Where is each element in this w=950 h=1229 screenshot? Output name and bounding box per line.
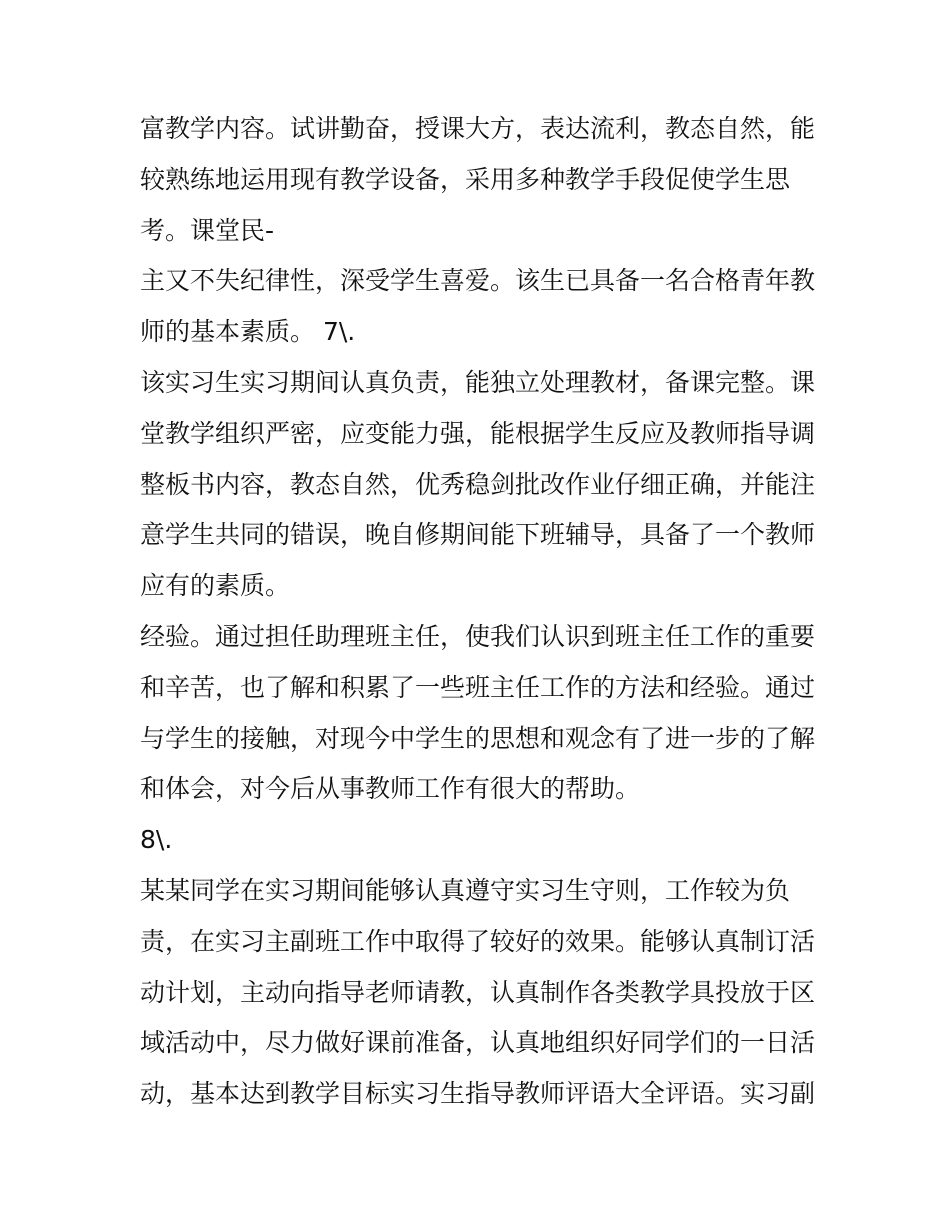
text-line: 和体会，对今后从事教师工作有很大的帮助。 [140, 774, 641, 804]
text-line: 责，在实习主副班工作中取得了较好的效果。能够认真制订活 [140, 926, 816, 956]
text-line: 域活动中，尽力做好课前准备，认真地组织好同学们的一日活 [140, 1028, 816, 1058]
text-line: 某某同学在实习期间能够认真遵守实习生守则，工作较为负 [140, 875, 791, 905]
text-line: 8\. [140, 825, 173, 855]
text-line: 整板书内容，教态自然，优秀稳剑批改作业仔细正确，并能注 [140, 469, 816, 499]
text-line: 较熟练地运用现有教学设备，采用多种教学手段促使学生思 [140, 164, 791, 194]
text-line: 意学生共同的错误，晚自修期间能下班辅导，具备了一个教师 [140, 520, 816, 550]
text-line: 动，基本达到教学目标实习生指导教师评语大全评语。实习副 [140, 1079, 816, 1109]
text-line: 和辛苦，也了解和积累了一些班主任工作的方法和经验。通过 [140, 672, 816, 702]
text-line: 师的基本素质。 7\. [140, 317, 356, 347]
text-line: 该实习生实习期间认真负责，能独立处理教材，备课完整。课 [140, 367, 816, 397]
text-line: 考。课堂民- [140, 215, 275, 245]
text-line: 与学生的接触，对现今中学生的思想和观念有了进一步的了解 [140, 723, 816, 753]
text-line: 主又不失纪律性，深受学生喜爱。该生已具备一名合格青年教 [140, 266, 816, 296]
text-line: 富教学内容。试讲勤奋，授课大方，表达流利，教态自然，能 [140, 114, 816, 143]
text-line: 经验。通过担任助理班主任，使我们认识到班主任工作的重要 [140, 621, 816, 651]
text-line: 堂教学组织严密，应变能力强，能根据学生反应及教师指导调 [140, 418, 816, 448]
text-line: 应有的素质。 [140, 571, 291, 601]
document-body [140, 104, 820, 1120]
text-line: 动计划，主动向指导老师请教，认真制作各类教学具投放于区 [140, 977, 816, 1007]
